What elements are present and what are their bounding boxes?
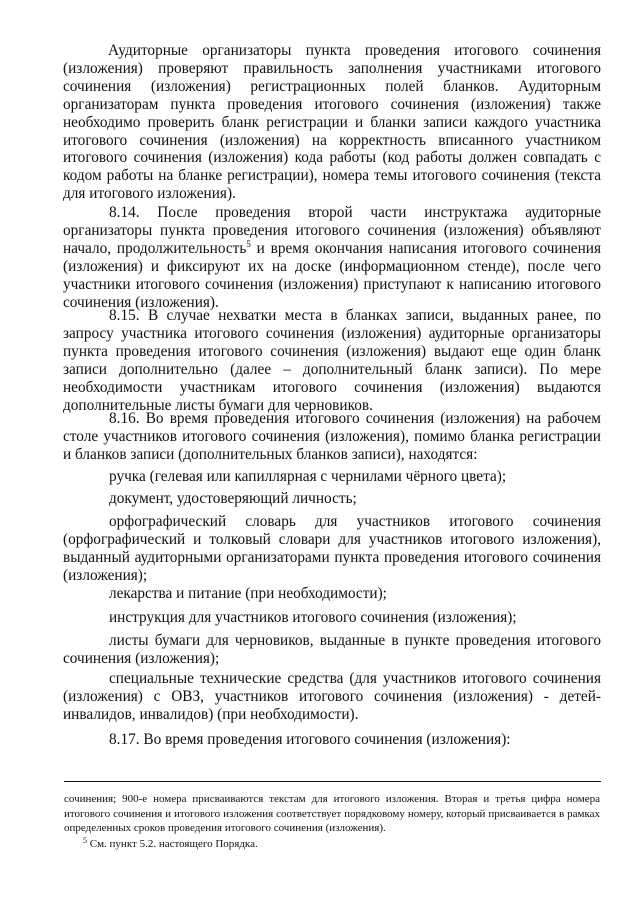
paragraph-8-15: 8.15. В случае нехватки места в бланках записи, выданных ранее, по запросу участника итогового сочинения (изложения) аудиторные организаторы пункта проведения итогового сочинения (изложения) выдают еще один бланк записи дополнительно (далее – дополнительный бланк записи). По мере необходимости участникам итогового сочинения (изложения) выдаются дополнительные листы бумаги для черновиков. bbox=[63, 307, 601, 414]
footnote-continued: сочинения; 900-е номера присваиваются текстам для итогового изложения. Вторая и третья цифра номера итогового сочинения и итогового изложения соответствует порядковому номеру, который присваивается в рамках определенных сроков проведения итогового сочинения (изложения). bbox=[64, 793, 600, 834]
list-item-pen: ручка (гелевая или капиллярная с чернилами чёрного цвета); bbox=[109, 468, 507, 485]
footnote-5-mark: 5 bbox=[83, 836, 87, 845]
paragraph-8-17: 8.17. Во время проведения итогового сочинения (изложения): bbox=[109, 731, 511, 748]
footnote-5 bbox=[64, 837, 600, 852]
footnote-ref-5: 5 bbox=[246, 238, 251, 249]
paragraph-8-13: Аудиторные организаторы пункта проведения итогового сочинения (изложения) проверяют правильность заполнения участниками итогового сочинения (изложения) регистрационных полей бланков. Аудиторным организаторам пункта проведения итогового сочинения (изложения) также необходимо проверить бланк регистрации и бланки записи каждого участника итогового сочинения (изложения) на корректность вписанного участником итогового сочинения (изложения) кода работы (код работы должен совпадать с кодом работы на бланке регистрации), номера темы итогового сочинения (текста для итогового изложения). bbox=[63, 42, 601, 203]
list-item-instructions: инструкция для участников итогового сочинения (изложения); bbox=[109, 609, 517, 626]
paragraph-8-16: 8.16. Во время проведения итогового сочинения (изложения) на рабочем столе участников итогового сочинения (изложения), помимо бланка регистрации и бланков записи (дополнительных бланков записи), находятся: bbox=[63, 410, 601, 463]
list-item-technical-means: специальные технические средства (для участников итогового сочинения (изложения) с ОВЗ, участников итогового сочинения (изложения) - детей-инвалидов, инвалидов) (при необходимости). bbox=[63, 670, 601, 723]
list-item-dictionary: орфографический словарь для участников итогового сочинения (орфографический и толковый словари для участников итогового изложения), выданный аудиторными организаторами пункта проведения итогового сочинения (изложения); bbox=[63, 513, 601, 584]
paragraph-8-14-text-end: и время окончания написания итогового сочинения (изложения) и фиксируют их на доске (информационном стенде), после чего участники итогового сочинения (изложения) приступают к написанию итогового сочинения (изложения). bbox=[63, 239, 601, 311]
footnote-separator bbox=[64, 781, 601, 782]
list-item-draft-sheets: листы бумаги для черновиков, выданные в пункте проведения итогового сочинения (изложения); bbox=[63, 632, 601, 667]
list-item-id-document: документ, удостоверяющий личность; bbox=[109, 490, 357, 507]
list-item-medicine: лекарства и питание (при необходимости); bbox=[109, 585, 387, 602]
paragraph-8-14 bbox=[63, 204, 601, 311]
paragraph-8-14-text-start: 8.14. После проведения второй части инструктажа аудиторные организаторы пункта проведения итогового сочинения (изложения) объявляют начало, продолжительность bbox=[63, 204, 601, 257]
footnote-5-text: См. пункт 5.2. настоящего Порядка. bbox=[87, 838, 258, 850]
